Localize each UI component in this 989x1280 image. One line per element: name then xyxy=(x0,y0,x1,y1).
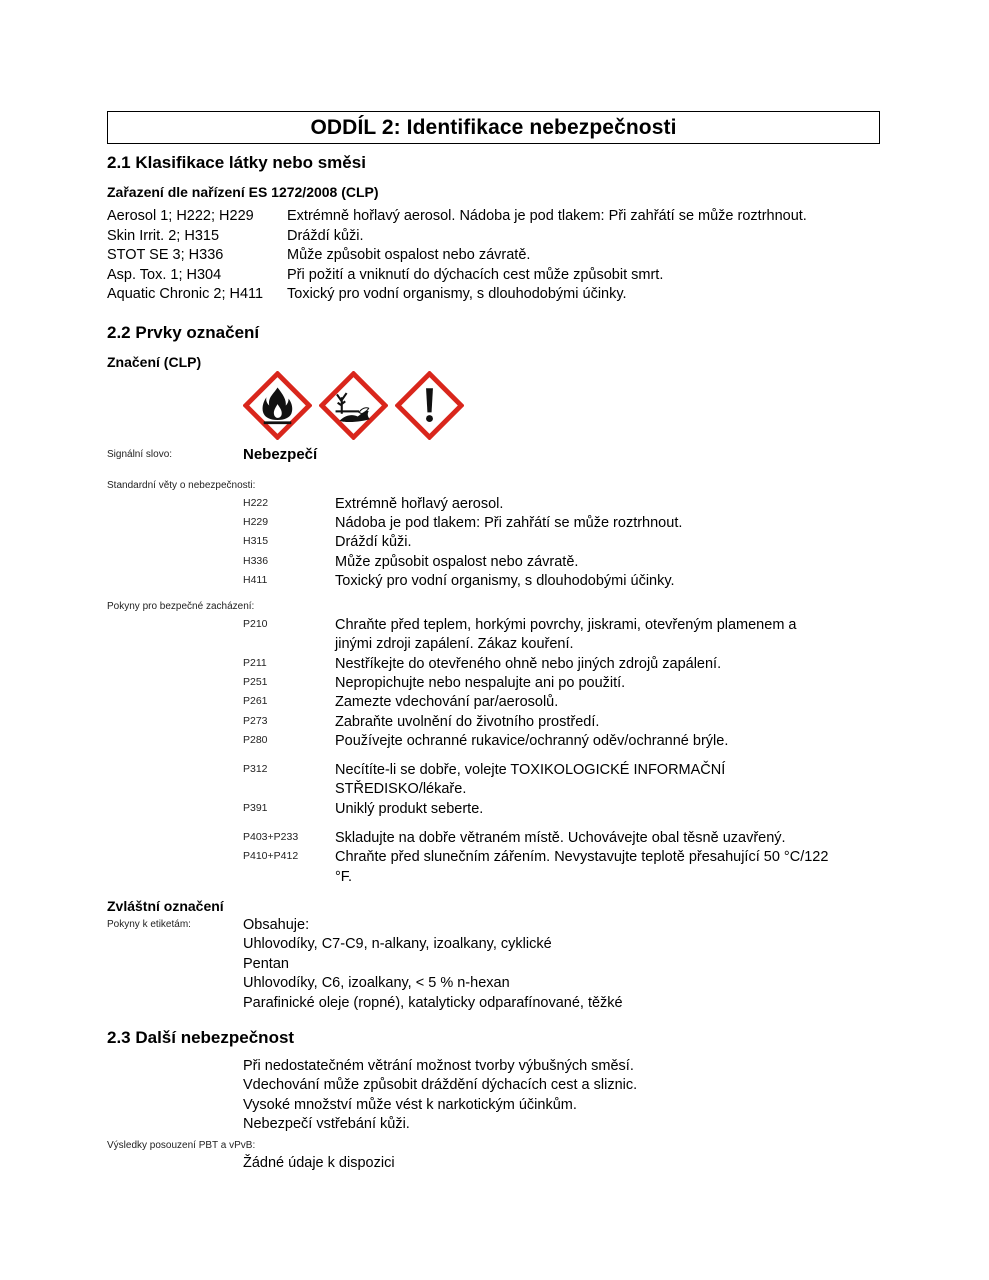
classification-code: Skin Irrit. 2; H315 xyxy=(107,228,220,244)
precautionary-text-continued: °F. xyxy=(335,869,353,885)
pbt-assessment-value: Žádné údaje k dispozici xyxy=(243,1155,395,1171)
contains-line: Obsahuje: xyxy=(243,917,310,933)
hazard-text: Může způsobit ospalost nebo závratě. xyxy=(335,554,579,570)
precautionary-text: Nestříkejte do otevřeného ohně nebo jiných zdrojů zapálení. xyxy=(335,656,722,672)
hazard-code: H229 xyxy=(243,516,269,528)
clp-labelling-subheading: Značení (CLP) xyxy=(107,354,202,370)
classification-code: Aquatic Chronic 2; H411 xyxy=(107,286,264,302)
precautionary-code: P403+P233 xyxy=(243,831,299,843)
heading-2-1: 2.1 Klasifikace látky nebo směsi xyxy=(107,153,366,172)
classification-code: Aerosol 1; H222; H229 xyxy=(107,208,254,224)
classification-text: Při požití a vniknutí do dýchacích cest může způsobit smrt. xyxy=(287,267,664,283)
precautionary-code: P312 xyxy=(243,763,268,775)
other-hazard-line: Při nedostatečném větrání možnost tvorby výbušných směsí. xyxy=(243,1058,634,1074)
classification-text: Extrémně hořlavý aerosol. Nádoba je pod tlakem: Při zahřátí se může roztrhnout. xyxy=(287,208,807,224)
other-hazard-line: Nebezpečí vstřebání kůži. xyxy=(243,1116,410,1132)
classification-text: Může způsobit ospalost nebo závratě. xyxy=(287,247,531,263)
precautionary-text: Chraňte před slunečním zářením. Nevystavujte teplotě přesahující 50 °C/122 xyxy=(335,849,829,865)
special-labelling-heading: Zvláštní označení xyxy=(107,898,224,914)
hazard-code: H336 xyxy=(243,555,269,567)
precautionary-text: Necítíte-li se dobře, volejte TOXIKOLOGICKÉ INFORMAČNÍ xyxy=(335,762,726,778)
other-hazard-line: Vdechování může způsobit dráždění dýchacích cest a sliznic. xyxy=(243,1077,638,1093)
section-title: ODDÍL 2: Identifikace nebezpečnosti xyxy=(310,115,677,139)
exclamation-icon xyxy=(395,371,464,440)
precautionary-code: P280 xyxy=(243,734,268,746)
signal-word: Nebezpečí xyxy=(243,446,318,463)
flame-icon xyxy=(243,371,312,440)
hazard-text: Extrémně hořlavý aerosol. xyxy=(335,496,504,512)
precautionary-code: P273 xyxy=(243,715,268,727)
precautionary-text: Chraňte před teplem, horkými povrchy, jiskrami, otevřeným plamenem a xyxy=(335,617,797,633)
contains-line: Pentan xyxy=(243,956,289,972)
hazard-text: Toxický pro vodní organismy, s dlouhodobými účinky. xyxy=(335,573,675,589)
precautionary-code: P211 xyxy=(243,657,267,669)
classification-text: Dráždí kůži. xyxy=(287,228,364,244)
classification-text: Toxický pro vodní organismy, s dlouhodobými účinky. xyxy=(287,286,627,302)
hazard-text: Nádoba je pod tlakem: Při zahřátí se může roztrhnout. xyxy=(335,515,683,531)
precautionary-code: P210 xyxy=(243,618,268,630)
heading-2-2: 2.2 Prvky označení xyxy=(107,323,260,342)
contains-line: Parafinické oleje (ropné), katalyticky odparafínované, těžké xyxy=(243,995,623,1011)
signal-word-label: Signální slovo: xyxy=(107,449,173,460)
precautionary-text: Používejte ochranné rukavice/ochranný oděv/ochranné brýle. xyxy=(335,733,729,749)
hazard-text: Dráždí kůži. xyxy=(335,534,412,550)
other-hazard-line: Vysoké množství může vést k narkotickým účinkům. xyxy=(243,1097,577,1113)
label-instructions-label: Pokyny k etiketám: xyxy=(107,919,191,930)
clp-classification-subheading: Zařazení dle nařízení ES 1272/2008 (CLP) xyxy=(107,184,379,200)
precautionary-code: P251 xyxy=(243,676,268,688)
precautionary-code: P261 xyxy=(243,695,268,707)
precautionary-code: P391 xyxy=(243,802,268,814)
hazard-code: H411 xyxy=(243,574,268,586)
pbt-assessment-label: Výsledky posouzení PBT a vPvB: xyxy=(107,1140,256,1151)
hazard-code: H222 xyxy=(243,497,269,509)
section-header xyxy=(107,111,880,144)
precautionary-text-continued: jinými zdroji zapálení. Zákaz kouření. xyxy=(335,636,574,652)
precautionary-text: Zamezte vdechování par/aerosolů. xyxy=(335,694,559,710)
precautionary-text: Uniklý produkt seberte. xyxy=(335,801,484,817)
hazard-code: H315 xyxy=(243,535,269,547)
precautionary-statements-label: Pokyny pro bezpečné zacházení: xyxy=(107,601,255,612)
hazard-statements-label: Standardní věty o nebezpečnosti: xyxy=(107,480,256,491)
environment-icon xyxy=(319,371,388,440)
precautionary-text-continued: STŘEDISKO/lékaře. xyxy=(335,781,467,797)
precautionary-text: Skladujte na dobře větraném místě. Uchovávejte obal těsně uzavřený. xyxy=(335,830,786,846)
contains-line: Uhlovodíky, C6, izoalkany, < 5 % n-hexan xyxy=(243,975,510,991)
precautionary-text: Nepropichujte nebo nespalujte ani po použití. xyxy=(335,675,626,691)
heading-2-3: 2.3 Další nebezpečnost xyxy=(107,1028,295,1047)
precautionary-code: P410+P412 xyxy=(243,850,299,862)
ghs-pictograms xyxy=(243,371,464,440)
classification-code: Asp. Tox. 1; H304 xyxy=(107,267,222,283)
classification-code: STOT SE 3; H336 xyxy=(107,247,224,263)
contains-line: Uhlovodíky, C7-C9, n-alkany, izoalkany, cyklické xyxy=(243,936,552,952)
precautionary-text: Zabraňte uvolnění do životního prostředí. xyxy=(335,714,600,730)
